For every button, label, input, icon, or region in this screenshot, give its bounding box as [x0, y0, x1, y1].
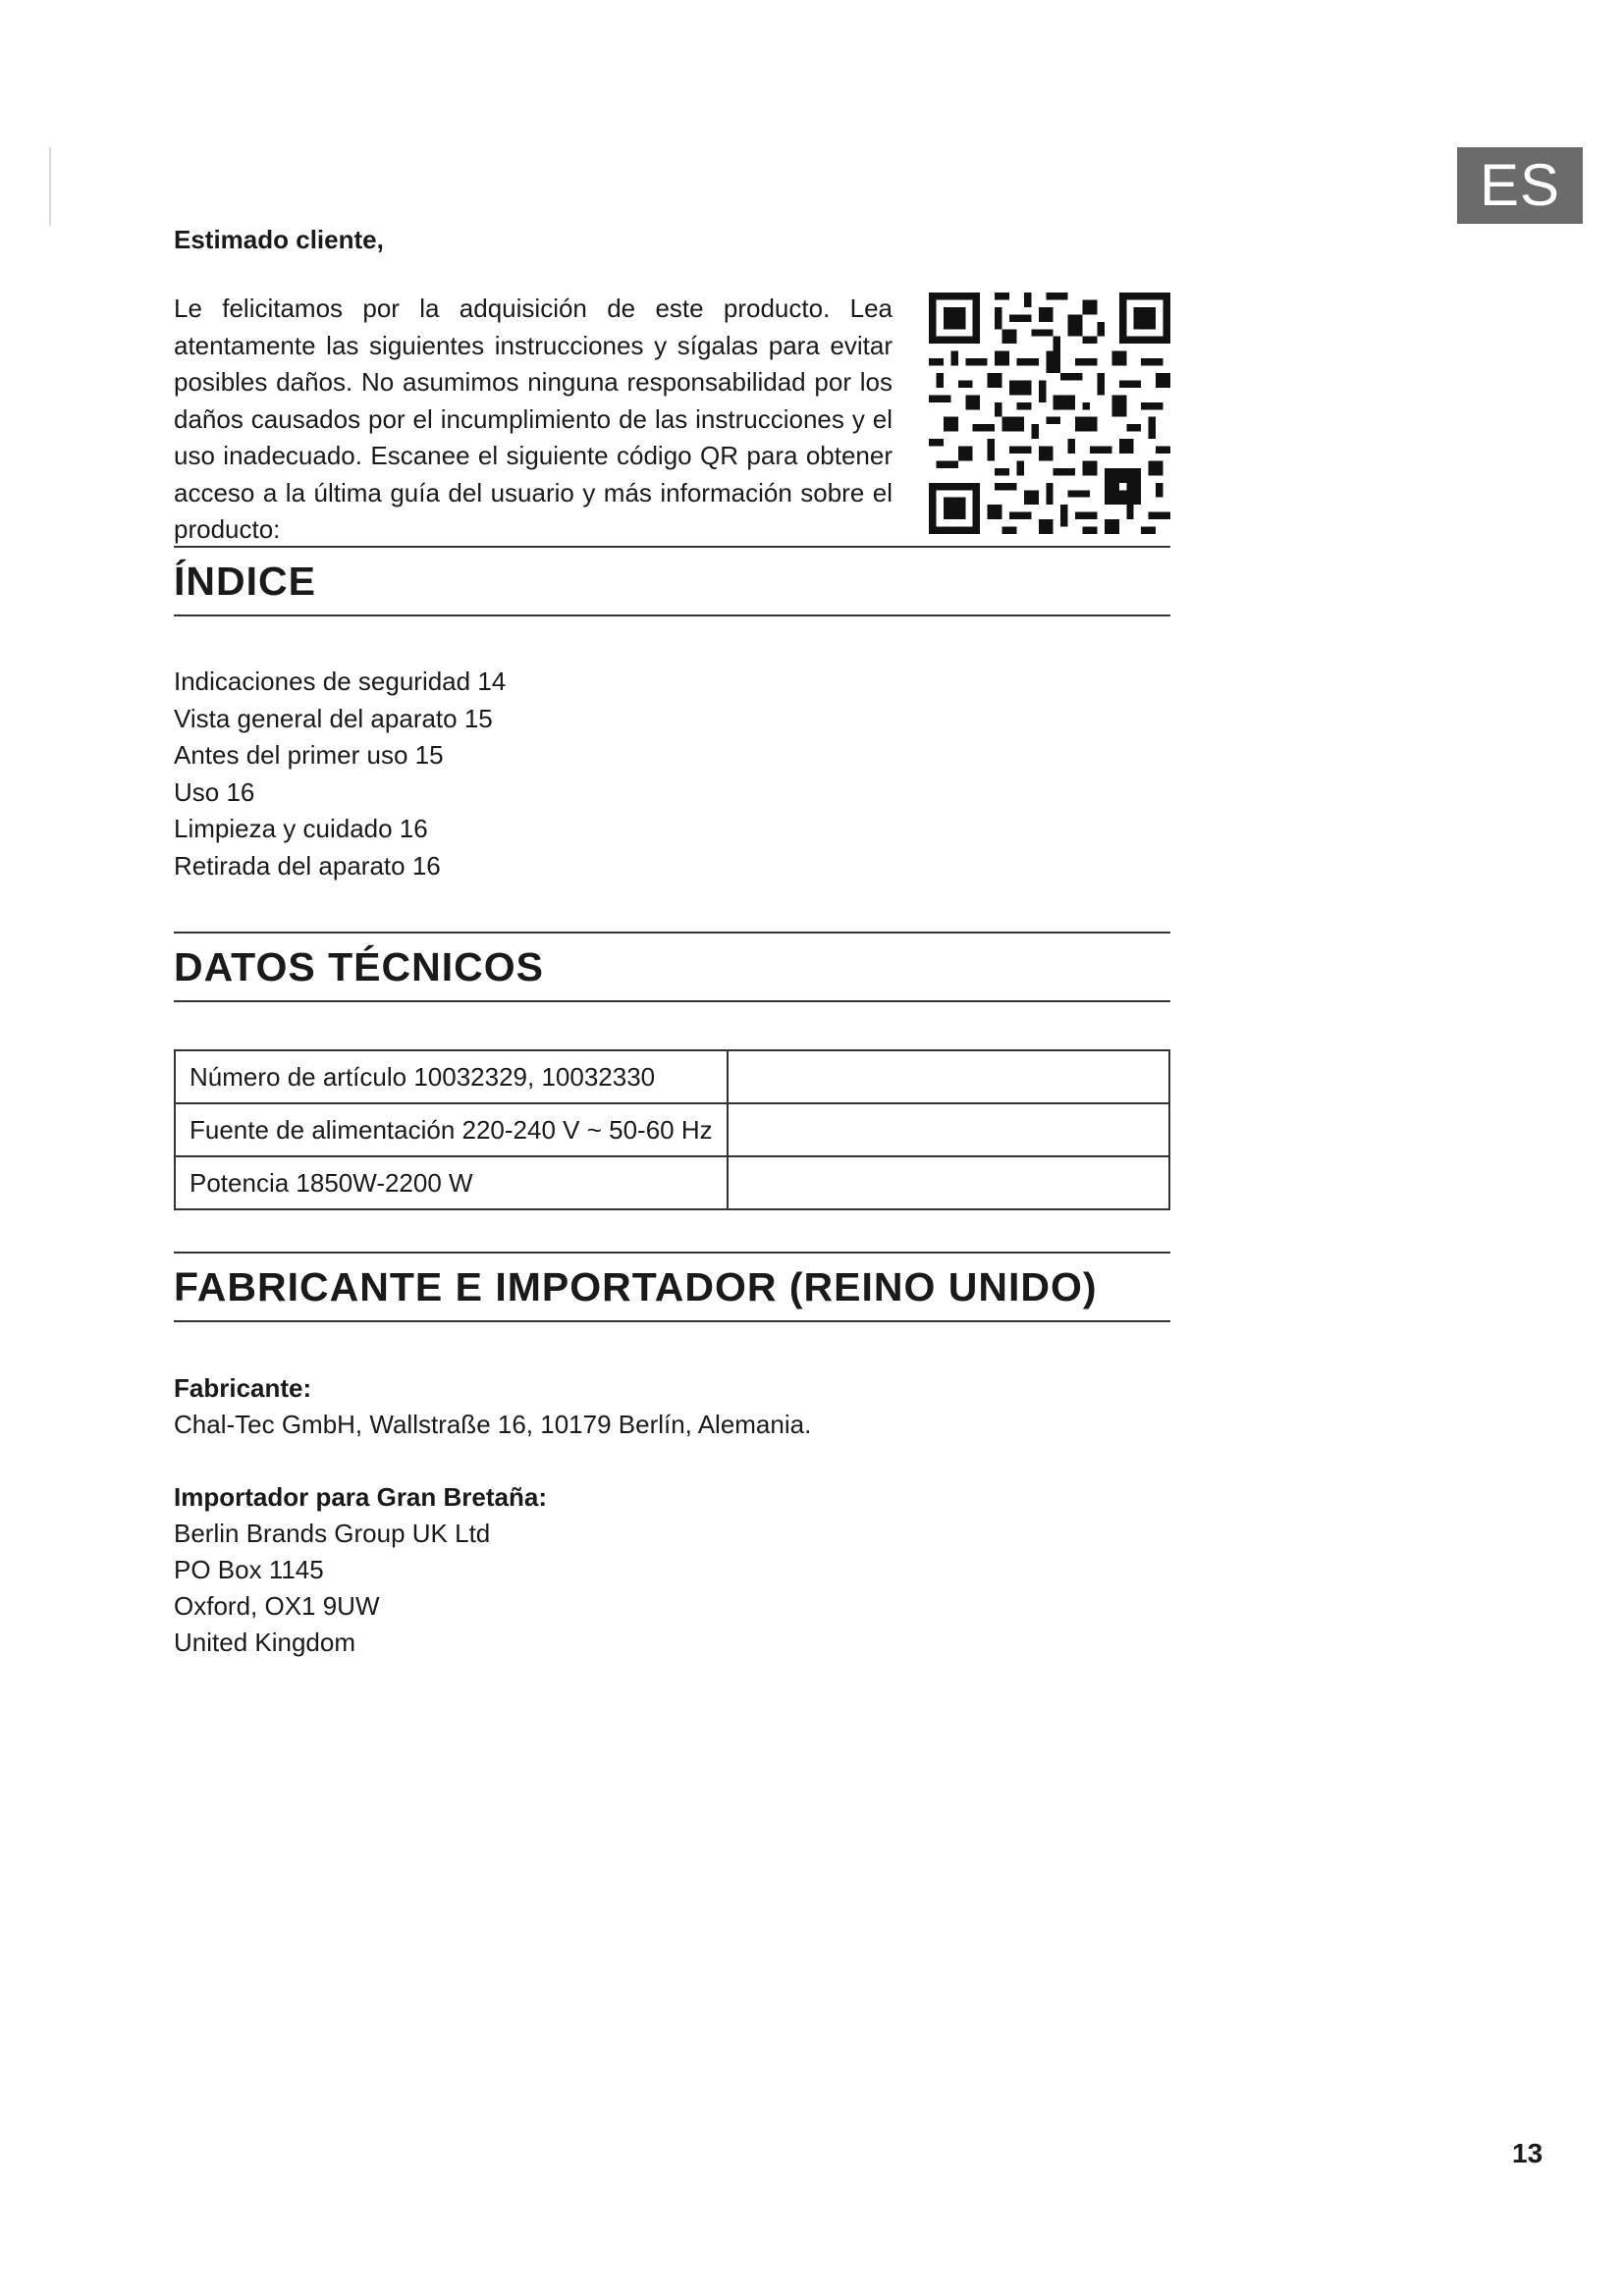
toc-item[interactable]: Indicaciones de seguridad 14: [174, 667, 507, 696]
index-header: [174, 546, 1170, 616]
tech-cell-empty: [728, 1050, 1169, 1103]
page-content: [174, 222, 1170, 1661]
table-of-contents: [174, 664, 1170, 884]
intro-row: [174, 291, 1170, 546]
language-badge: ES: [1457, 147, 1583, 224]
intro-text: Le felicitamos por la adquisición de este producto. Lea atentamente las siguientes instrucciones y sígalas para evitar posibles daños. No asumimos ninguna responsabilidad por los daños causados por el incumplimiento de las instrucciones y el uso inadecuado. Escanee el siguiente código QR para obtener acceso a la última guía del usuario y más información sobre el producto:: [174, 294, 893, 544]
manufacturer-label: Fabricante:: [174, 1373, 312, 1403]
qr-code-icon[interactable]: [929, 293, 1170, 534]
tech-cell: Fuente de alimentación 220-240 V ~ 50-60 Hz: [175, 1103, 728, 1156]
manufacturer-section: [174, 1252, 1170, 1661]
importer-line: Berlin Brands Group UK Ltd: [174, 1519, 491, 1548]
importer-label: Importador para Gran Bretaña:: [174, 1482, 547, 1512]
tech-cell: Potencia 1850W-2200 W: [175, 1156, 728, 1209]
tech-cell: Número de artículo 10032329, 10032330: [175, 1050, 728, 1103]
table-row: [175, 1050, 1169, 1103]
toc-item[interactable]: Limpieza y cuidado 16: [174, 814, 428, 843]
tech-section: [174, 932, 1170, 1210]
index-section: [174, 546, 1170, 884]
toc-item[interactable]: Retirada del aparato 16: [174, 850, 441, 881]
manufacturer-address: Chal-Tec GmbH, Wallstraße 16, 10179 Berlín, Alemania.: [174, 1410, 812, 1439]
importer-line: United Kingdom: [174, 1628, 355, 1657]
tech-header: [174, 932, 1170, 1002]
manufacturer-title: FABRICANTE E IMPORTADOR (REINO UNIDO): [174, 1264, 1098, 1309]
table-row: [175, 1103, 1169, 1156]
tech-title: DATOS TÉCNICOS: [174, 944, 544, 989]
manufacturer-header: [174, 1252, 1170, 1322]
tech-table: [174, 1049, 1170, 1210]
toc-item[interactable]: Uso 16: [174, 776, 255, 807]
importer-line: Oxford, OX1 9UW: [174, 1591, 380, 1621]
table-row: [175, 1156, 1169, 1209]
tech-cell-empty: [728, 1103, 1169, 1156]
toc-item[interactable]: Antes del primer uso 15: [174, 740, 444, 770]
toc-item[interactable]: Vista general del aparato 15: [174, 703, 493, 733]
importer-line: PO Box 1145: [174, 1555, 324, 1584]
index-title: ÍNDICE: [174, 559, 316, 604]
page-number: 13: [1512, 2138, 1543, 2168]
greeting: Estimado cliente,: [174, 225, 384, 254]
tech-cell-empty: [728, 1156, 1169, 1209]
margin-rule: [49, 147, 51, 226]
